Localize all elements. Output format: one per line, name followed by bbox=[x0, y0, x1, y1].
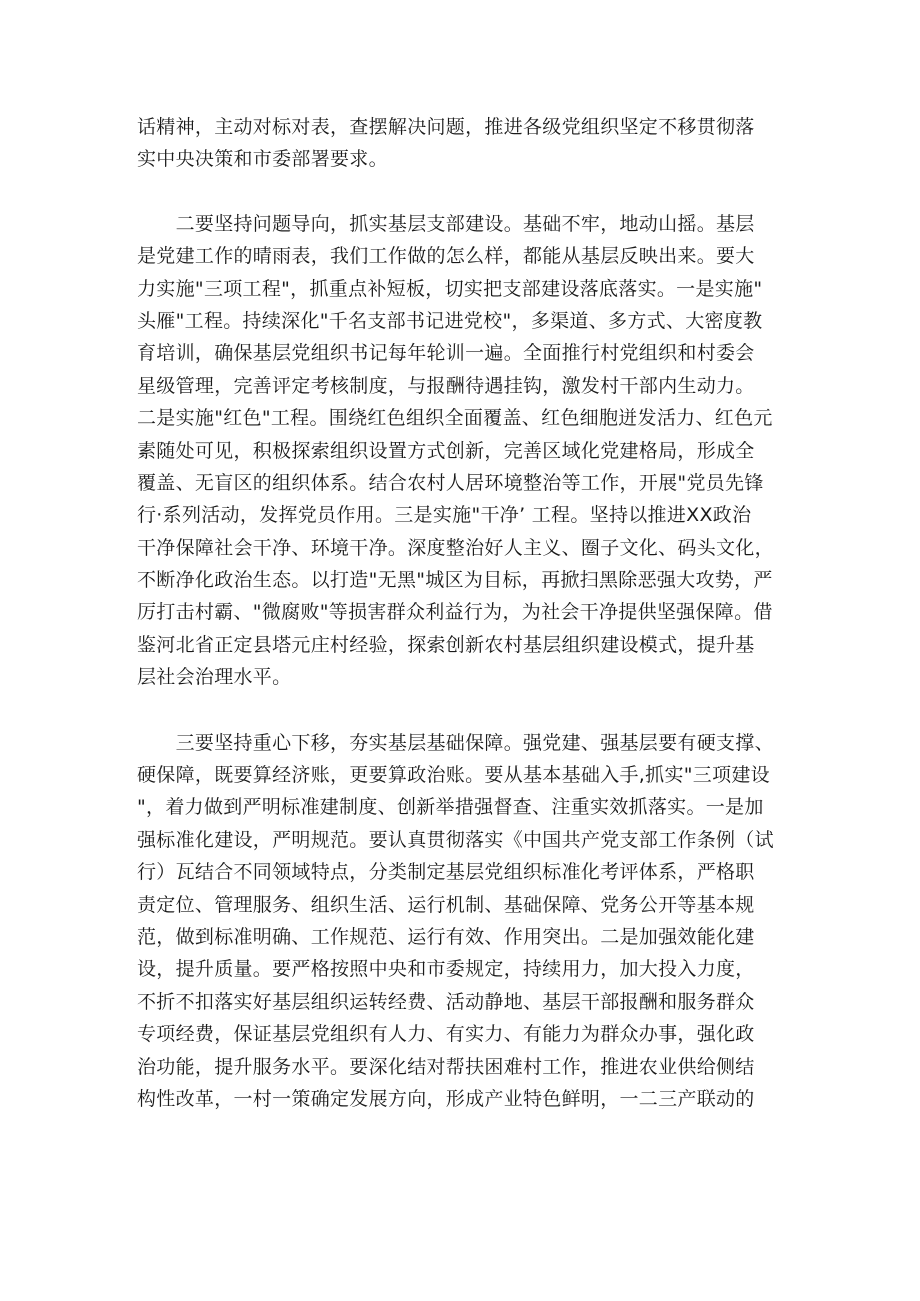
text-line: 构性改革，一村一策确定发展方向，形成产业特色鲜明，一二三产联动的 bbox=[137, 1087, 755, 1110]
text-line: 力实施"三项工程"，抓重点补短板，切实把支部建设落底落实。一是实施" bbox=[137, 277, 763, 300]
paragraph-3 bbox=[137, 727, 783, 1116]
paragraph-spacer bbox=[137, 694, 783, 727]
text-line: 厉打击村霸、"微腐败"等损害群众利益行为，为社会干净提供坚强保障。借 bbox=[137, 601, 773, 624]
text-line: 行）瓦结合不同领域特点，分类制定基层党组织标准化考评体系，严格职 bbox=[137, 861, 755, 884]
text-line: 话精神，主动对标对表，查摆解决问题，推进各级党组织坚定不移贯彻落 bbox=[137, 116, 755, 138]
text-line: 素随处可见，积极探索组织设置方式创新，完善区域化党建格局，形成全 bbox=[137, 439, 755, 462]
text-line: 强标准化建设，严明规范。要认真贯彻落实《中国共产党支部工作条例（试 bbox=[137, 828, 774, 851]
text-line: 三要坚持重心下移，夯实基层基础保障。强党建、强基层要有硬支撑、 bbox=[137, 731, 774, 754]
text-line: 设，提升质量。要严格按照中央和市委规定，持续用力，加大投入力度， bbox=[137, 958, 755, 981]
text-line: 头雁"工程。持续深化"千名支部书记进党校"，多渠道、多方式、大密度教 bbox=[137, 309, 763, 332]
text-line: 鉴河北省正定县塔元庄村经验，探索创新农村基层组织建设模式，提升基 bbox=[137, 633, 755, 656]
text-line: 育培训，确保基层党组织书记每年轮训一遍。全面推行村党组织和村委会 bbox=[137, 342, 755, 365]
text-line: 责定位、管理服务、组织生活、运行机制、基础保障、党务公开等基本规 bbox=[137, 893, 755, 916]
text-line: 范，做到标准明确、工作规范、运行有效、作用突出。二是加强效能化建 bbox=[137, 925, 755, 948]
text-line: 治功能，提升服务水平。要深化结对帮扶困难村工作，推进农业供给侧结 bbox=[137, 1055, 755, 1078]
text-line: "，着力做到严明标准建制度、创新举措强督查、注重实效抓落实。一是加 bbox=[137, 796, 764, 819]
text-line: 层社会治理水平。 bbox=[137, 666, 292, 689]
text-line: 专项经费，保证基层党组织有人力、有实力、有能力为群众办事，强化政 bbox=[137, 1023, 755, 1046]
text-line: 实中央决策和市委部署要求。 bbox=[137, 148, 388, 171]
document-page bbox=[137, 111, 783, 1115]
text-line: 二是实施"红色"工程。围绕红色组织全面覆盖、红色细胞迸发活力、红色元 bbox=[137, 407, 773, 430]
text-line: 二要坚持问题导向，抓实基层支部建设。基础不牢，地动山摇。基层 bbox=[137, 212, 755, 235]
paragraph-2 bbox=[137, 208, 783, 694]
paragraph-spacer bbox=[137, 176, 783, 208]
text-line: 干净保障社会干净、环境干净。深度整治好人主义、圈子文化、码头文化， bbox=[137, 536, 774, 559]
text-line: 硬保障，既要算经济账，更要算政治账。要从基本基础入手,抓实"三项建设 bbox=[137, 764, 770, 787]
text-line: 不断净化政治生态。以打造"无黑"城区为目标，再掀扫黑除恶强大攻势，严 bbox=[137, 569, 773, 592]
text-line: 是党建工作的晴雨表，我们工作做的怎么样，都能从基层反映出来。要大 bbox=[137, 245, 755, 268]
text-line: 不折不扣落实好基层组织运转经费、活动静地、基层干部报酬和服务群众 bbox=[137, 990, 755, 1013]
paragraph-1 bbox=[137, 111, 783, 176]
text-line: 覆盖、无盲区的组织体系。结合农村人居环境整治等工作，开展"党员先锋 bbox=[137, 471, 764, 494]
text-line: 行·系列活动，发挥党员作用。三是实施"干净’ 工程。坚持以推进XX政治 bbox=[137, 504, 752, 527]
text-line: 星级管理，完善评定考核制度，与报酬待遇挂钩，激发村干部内生动力。 bbox=[137, 374, 755, 397]
